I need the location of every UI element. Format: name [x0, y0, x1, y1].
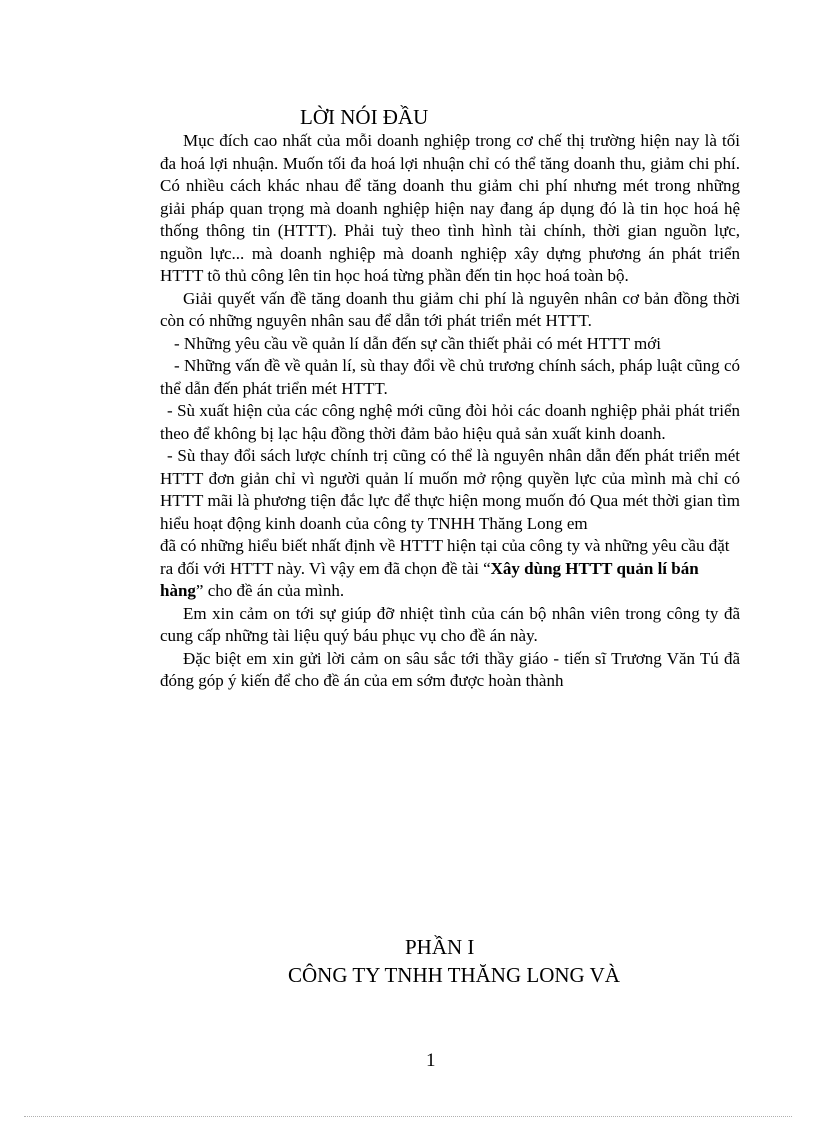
footer-divider: [24, 1116, 792, 1117]
part-title: CÔNG TY TNHH THĂNG LONG VÀ: [288, 963, 620, 987]
paragraph-intro: Mục đích cao nhất của mỗi doanh nghiệp trong cơ chế thị trường hiện nay là tối đa hoá lợi nhuận. Muốn tối đa hoá lợi nhuận chỉ có thể tăng doanh thu, giảm chi phí. Có nhiều cách khác nhau để tăng doanh thu giảm chi phí nhưng mét trong những giải pháp quan trọng mà doanh nghiệp hiện nay đang áp dụng đó là tin học hoá hệ thống thông tin (HTTT). Phải tuỳ theo tình hình tài chính, thời gian nguồn lực, nguồn lực... mà doanh nghiệp mà doanh nghiệp xây dựng phương án phát triển HTTT tõ thủ công lên tin học hoá từng phần đến tin học hoá toàn bộ.: [160, 131, 740, 285]
bullet-new-technology: - Sù xuất hiện của các công nghệ mới cũng đòi hỏi các doanh nghiệp phải phát triển theo để không bị lạc hậu đồng thời đảm bảo hiệu quả sản xuất kinh doanh.: [160, 401, 740, 443]
paragraph-reasons: Giải quyết vấn đề tăng doanh thu giảm chi phí là nguyên nhân cơ bản đồng thời còn có những nguyên nhân sau để dẫn tới phát triển mét HTTT.: [160, 288, 740, 330]
paragraph-thanks-staff: Em xin cảm on tới sự giúp đỡ nhiệt tình của cán bộ nhân viên trong công ty đã cung cấp những tài liệu quý báu phục vụ cho đề án này.: [160, 603, 740, 645]
document-title: LỜI NÓI ĐẦU: [300, 105, 429, 129]
part-label: PHẦN I: [405, 935, 475, 959]
topic-text-before: đã có những hiểu biết nhất định về HTTT hiện tại của công ty và những yêu cầu đặt ra đối với HTTT này. Vì vậy em đã chọn đề tài “: [160, 536, 730, 578]
paragraph-topic-choice: [160, 535, 740, 603]
body-text: [160, 130, 740, 693]
page-number: 1: [426, 1050, 436, 1071]
topic-title-bold: Xây dùng HTTT quản lí bán hàng: [160, 558, 699, 600]
bullet-political-strategy: - Sù thay đổi sách lược chính trị cũng có thể là nguyên nhân dẫn đến phát triển mét HTTT đơn giản chỉ vì người quản lí muốn mở rộng quyền lực của mình mà chỉ có HTTT mãi là phương tiện đắc lực để thực hiện mong muốn đó Qua mét thời gian tìm hiểu hoạt động kinh doanh của công ty TNHH Thăng Long em: [160, 446, 740, 533]
bullet-policy-changes: - Những vấn đề về quản lí, sù thay đổi về chủ trương chính sách, pháp luật cũng có thể dẫn đến phát triển mét HTTT.: [160, 356, 740, 398]
topic-text-after: ” cho đề án của mình.: [195, 581, 345, 600]
paragraph-thanks-teacher: Đặc biệt em xin gửi lời cảm on sâu sắc tới thầy giáo - tiến sĩ Trương Văn Tú đã đóng góp ý kiến để cho đề án của em sớm được hoàn thành: [160, 648, 740, 690]
bullet-management-requirements: - Những yêu cầu về quản lí dẫn đến sự cần thiết phải có mét HTTT mới: [174, 333, 661, 353]
